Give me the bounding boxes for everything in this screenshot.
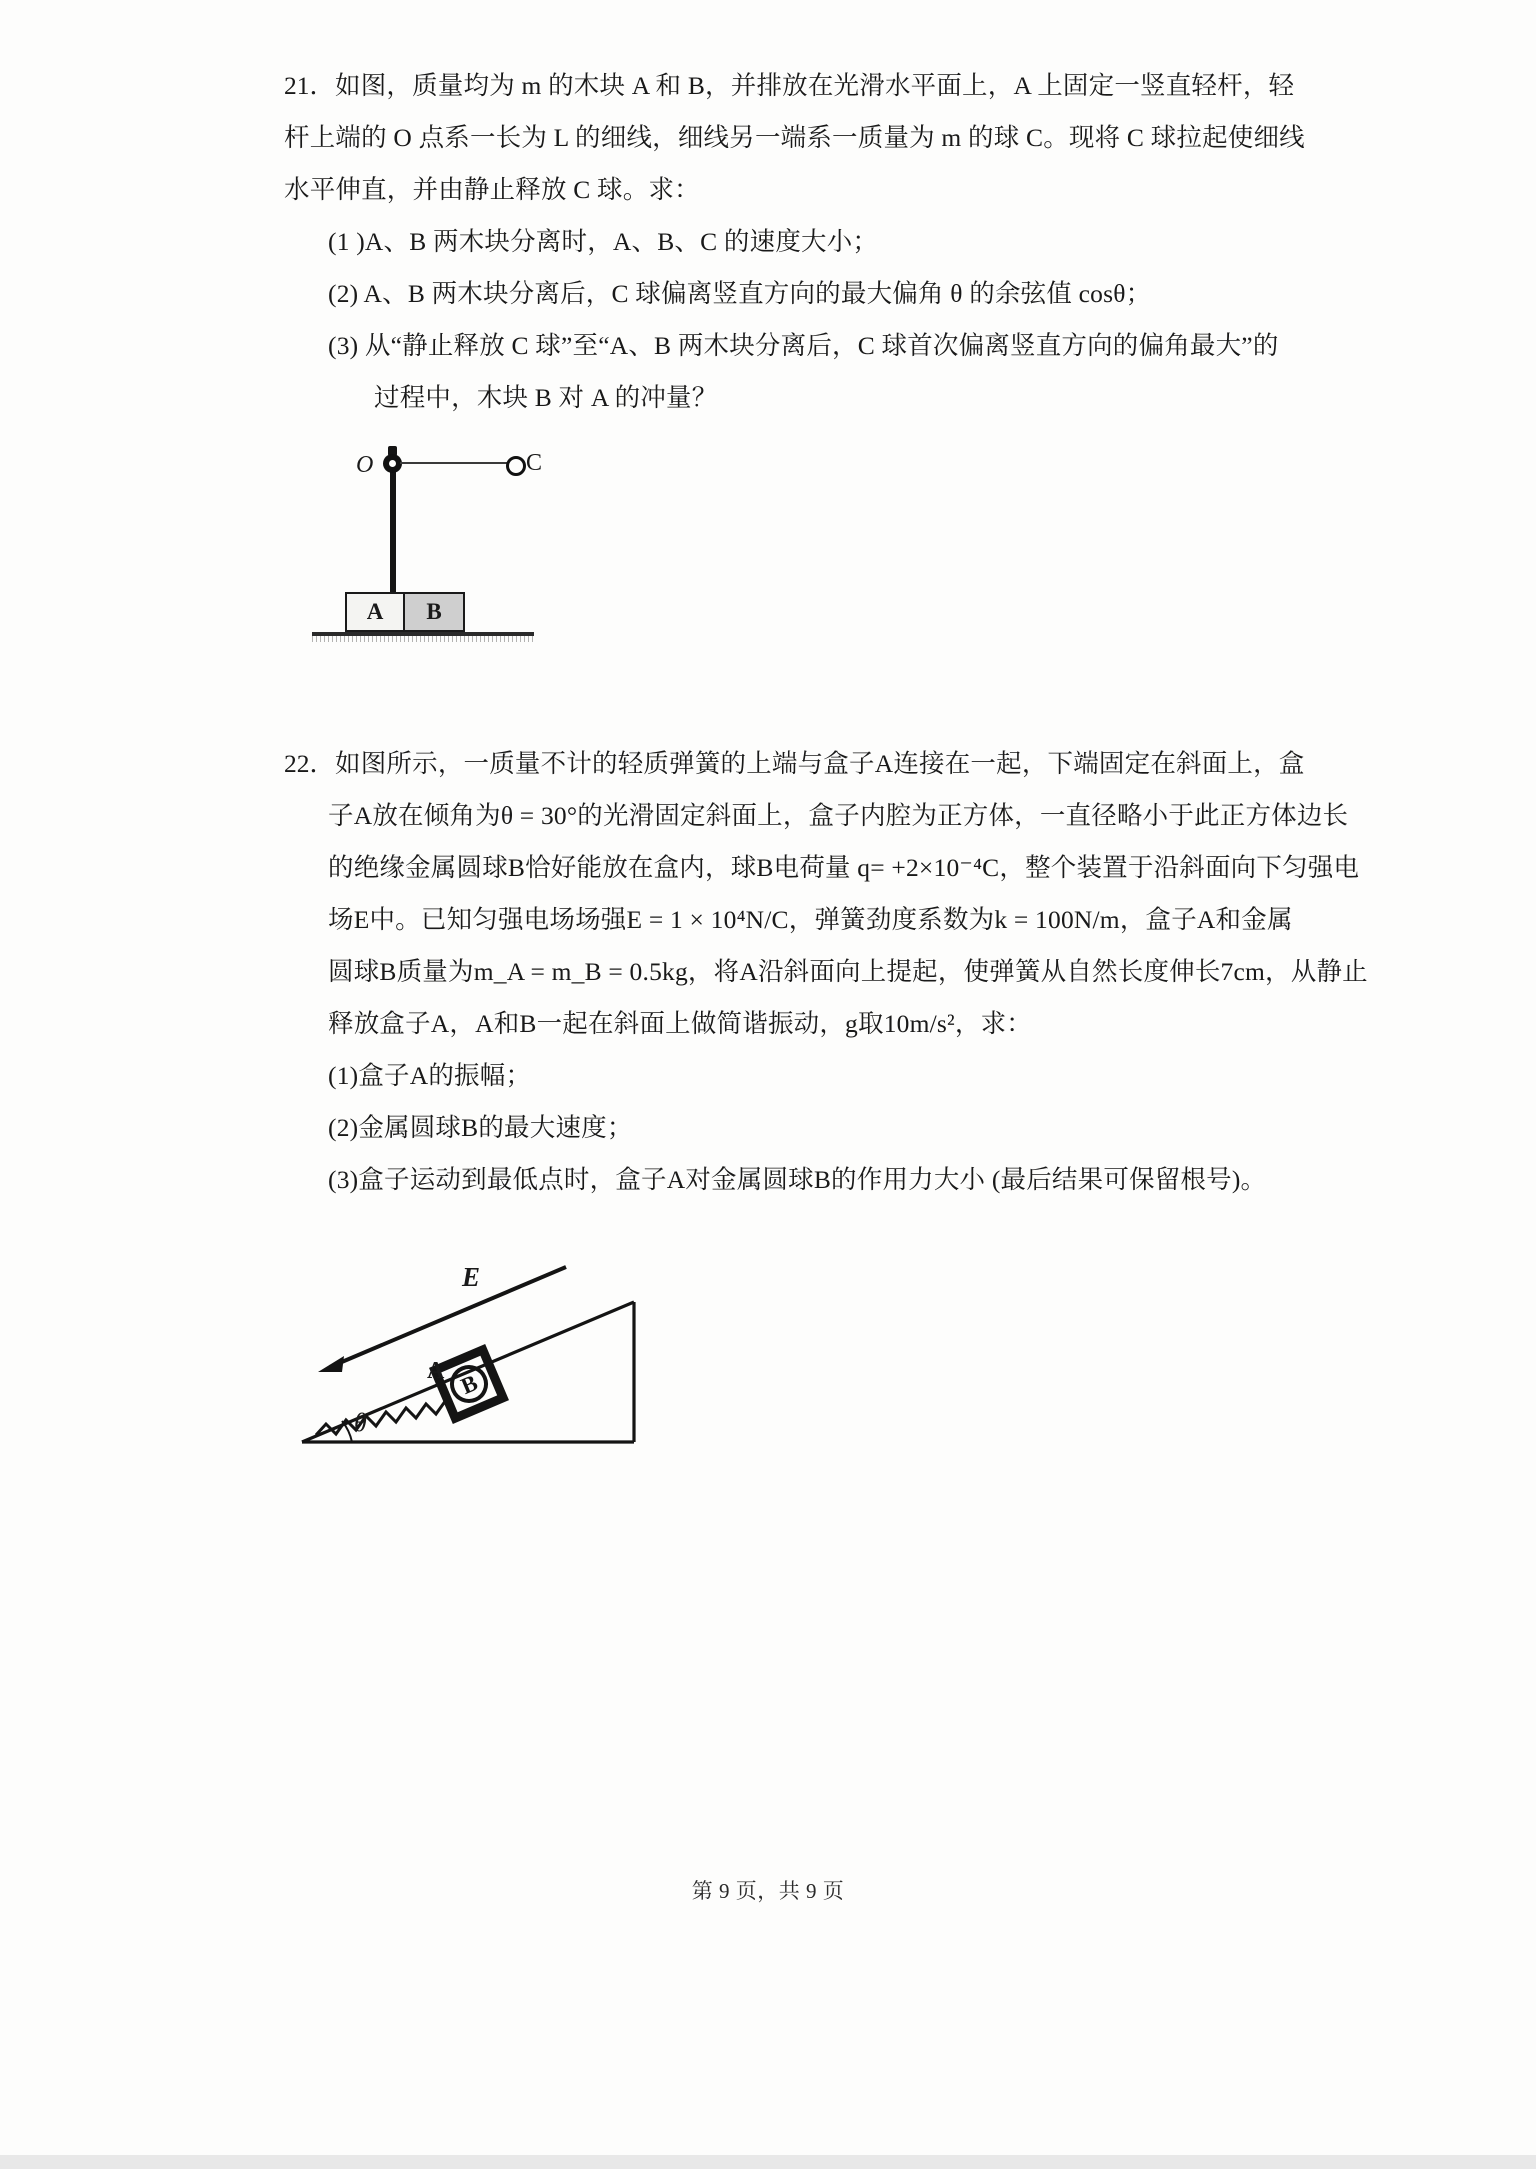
figure-21-label-C: C [526,450,543,476]
figure-problem-22 [284,1230,1294,1460]
figure-21-canvas [312,442,612,642]
vertical-rod-icon [390,454,396,594]
problem-22-number: 22． [284,749,336,778]
problem-22 [284,738,1368,1206]
problem-21-line-2: 杆上端的 O 点系一长为 L 的细线，细线另一端系一质量为 m 的球 C。现将 C 球拉起使细线 [284,123,1305,152]
figure-22-label-theta: θ [354,1408,367,1437]
problem-21-sub-1: (1 )A、B 两木块分离时，A、B、C 的速度大小； [328,227,879,256]
spring-icon [316,1400,446,1435]
problem-22-body-line-1: 如图所示，一质量不计的轻质弹簧的上端与盒子A连接在一起，下端固定在斜面上，盒 [335,749,1305,778]
problem-21-sub-3-cont: 过程中，木块 B 对 A 的冲量？ [374,383,718,412]
field-e-arrow-shaft-icon [330,1267,566,1367]
field-e-arrow-head-icon [318,1356,344,1372]
problem-21 [284,60,1305,424]
problem-22-line-3: 的绝缘金属圆球B恰好能放在盒内，球B电荷量 q= +2×10⁻⁴C，整个装置于沿斜面向下匀强电 [328,853,1360,882]
problem-22-line-1 [284,738,1305,790]
figure-21-block-a: A [345,592,405,632]
page-bottom-strip [0,2155,1536,2169]
figure-22-canvas [294,1230,714,1460]
problem-22-line-6: 释放盒子A，A和B一起在斜面上做简谐振动，g取10m/s²，求： [328,1009,1032,1038]
pivot-hole-icon [389,460,396,467]
problem-21-sub-3: (3) 从“静止释放 C 球”至“A、B 两木块分离后，C 球首次偏离竖直方向的偏角最大”的 [328,331,1279,360]
problem-21-sub-2: (2) A、B 两木块分离后，C 球偏离竖直方向的最大偏角 θ 的余弦值 cosθ； [328,279,1152,308]
figure-problem-21 [284,442,1294,642]
problem-21-line-3: 水平伸直，并由静止释放 C 球。求： [284,175,700,204]
figure-22-label-A: A [427,1358,445,1384]
spacer [284,642,1294,738]
page-footer: 第 9 页，共 9 页 [691,1879,845,1903]
problem-22-sub-3: (3)盒子运动到最低点时，盒子A对金属圆球B的作用力大小 (最后结果可保留根号)。 [328,1165,1267,1194]
problem-21-body-line-1: 如图，质量均为 m 的木块 A 和 B，并排放在光滑水平面上，A 上固定一竖直轻杆，轻 [335,71,1295,100]
problem-21-number: 21． [284,71,336,100]
problem-21-line-1 [284,60,1294,112]
problem-22-line-2: 子A放在倾角为θ = 30°的光滑固定斜面上，盒子内腔为正方体，一直径略小于此正方体边长 [328,801,1349,830]
problem-22-line-5: 圆球B质量为m_A = m_B = 0.5kg，将A沿斜面向上提起，使弹簧从自然长度伸长7cm，从静止 [328,957,1368,986]
figure-21-label-O: O [356,452,374,478]
figure-22-label-B-text: B [457,1369,482,1399]
page-content [284,60,1368,1460]
ground-hatch-icon [312,636,534,642]
problem-22-sub-1: (1)盒子A的振幅； [328,1061,532,1090]
string-line-icon [400,462,510,464]
figure-21-block-b: B [405,592,465,632]
ball-c-icon [506,456,526,476]
problem-22-line-4: 场E中。已知匀强电场场强E = 1 × 10⁴N/C，弹簧劲度系数为k = 100N/m，盒子A和金属 [328,905,1293,934]
problem-22-sub-2: (2)金属圆球B的最大速度； [328,1113,633,1142]
figure-22-label-E: E [462,1262,481,1292]
